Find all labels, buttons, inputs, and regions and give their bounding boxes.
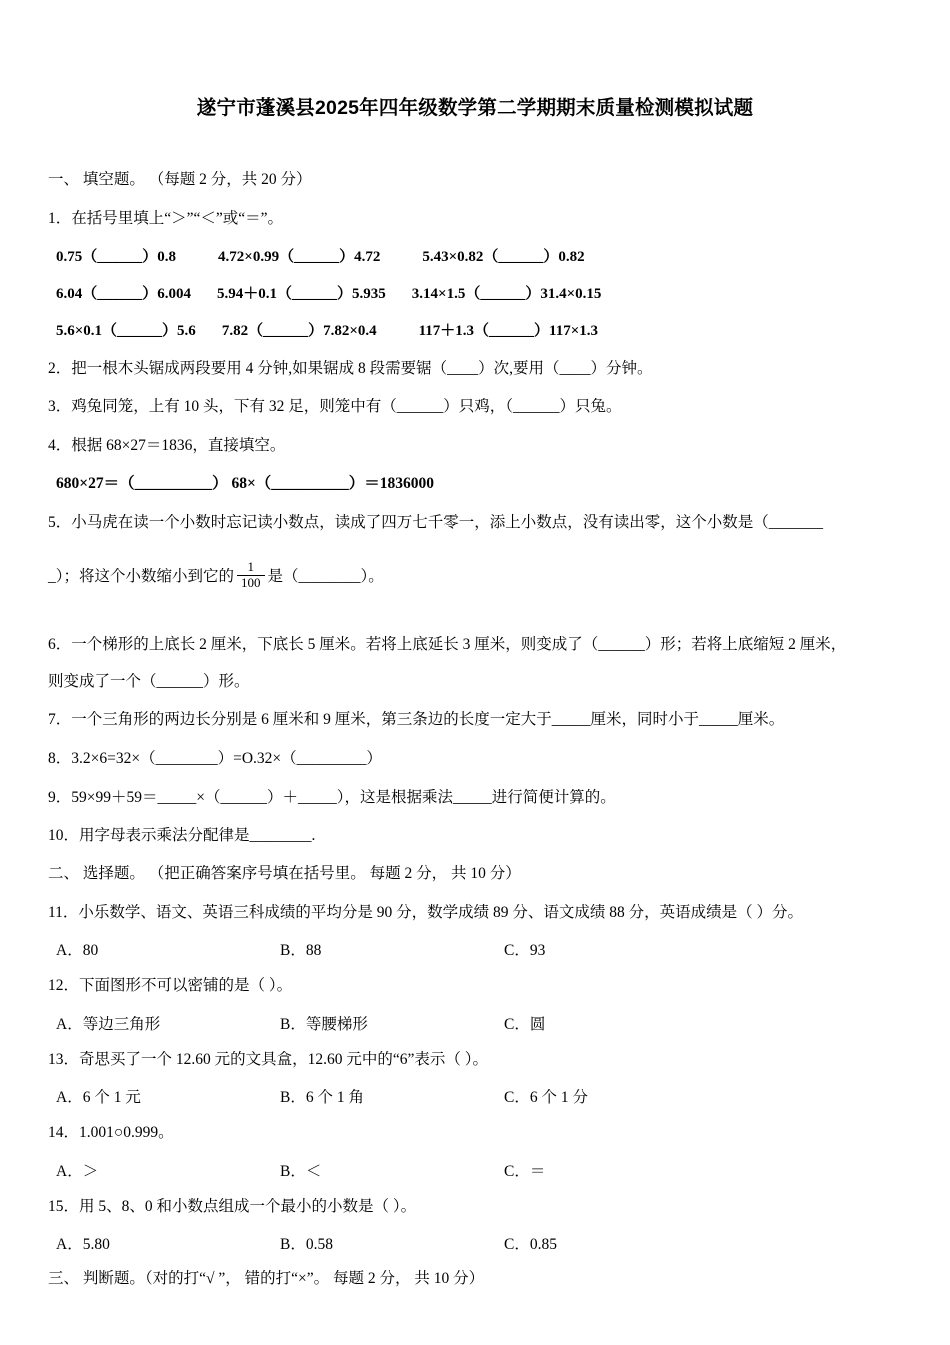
option-a[interactable]: A．6 个 1 元	[56, 1089, 141, 1107]
question-9: 9．59×99＋59＝_____×（______）＋_____），这是根据乘法_____进行简便计算的。	[48, 788, 616, 806]
q1-cell: 117＋1.3（______）117×1.3	[418, 322, 599, 339]
option-c[interactable]: C．6 个 1 分	[504, 1089, 588, 1107]
question-2: 2．把一根木头锯成两段要用 4 分钟,如果锯成 8 段需要锯（____）次,要用（____）分钟。	[48, 359, 653, 377]
option-b[interactable]: B．88	[280, 942, 322, 960]
option-c[interactable]: C．＝	[504, 1162, 546, 1180]
option-c[interactable]: C．93	[504, 942, 546, 960]
question-12-options	[48, 1012, 902, 1034]
page-title: 遂宁市蓬溪县2025年四年级数学第二学期期末质量检测模拟试题	[196, 97, 754, 119]
question-14-options	[48, 1159, 902, 1181]
q1-cell: 4.72×0.99（______）4.72	[218, 248, 381, 265]
question-1-row-3	[48, 319, 902, 340]
q1-cell: 6.04（______）6.004	[56, 285, 192, 302]
question-1-row-2	[48, 282, 902, 303]
option-a[interactable]: A．等边三角形	[56, 1015, 161, 1033]
question-5-line-1: 5．小马虎在读一个小数时忘记读小数点，读成了四万七千零一，添上小数点，没有读出零，这个小数是（_______	[48, 513, 824, 531]
q1-cell: 7.82（______）7.82×0.4	[221, 322, 377, 339]
question-14: 14．1.001○0.999。	[48, 1124, 174, 1142]
fraction-numerator: 1	[247, 559, 255, 575]
q1-cell: 5.6×0.1（______）5.6	[56, 322, 196, 339]
q1-cell: 3.14×1.5（______）31.4×0.15	[411, 285, 602, 302]
question-1: 1．在括号里填上“＞”“＜”或“＝”。	[48, 210, 284, 228]
fraction-denominator: 100	[237, 575, 265, 591]
question-6-line-1: 6．一个梯形的上底长 2 厘米，下底长 5 厘米。若将上底延长 3 厘米，则变成了（______）形；若将上底缩短 2 厘米，	[48, 636, 847, 654]
question-4: 4．根据 68×27＝1836，直接填空。	[48, 436, 286, 454]
fraction-one-hundredth	[237, 560, 265, 591]
option-a[interactable]: A．＞	[56, 1162, 99, 1180]
option-b[interactable]: B．6 个 1 角	[280, 1089, 364, 1107]
option-c[interactable]: C．圆	[504, 1015, 546, 1033]
section-heading-choice: 二、 选择题。 （把正确答案序号填在括号里。 每题 2 分， 共 10 分）	[48, 864, 521, 882]
question-15-options	[48, 1232, 902, 1254]
option-b[interactable]: B．等腰梯形	[280, 1015, 368, 1033]
question-5-line-2	[48, 559, 902, 593]
q1-cell: 5.94＋0.1（______）5.935	[217, 285, 386, 302]
question-3: 3．鸡兔同笼，上有 10 头，下有 32 足，则笼中有（______）只鸡，（______）只兔。	[48, 398, 622, 416]
option-c[interactable]: C．0.85	[504, 1236, 557, 1254]
question-15: 15．用 5、8、0 和小数点组成一个最小的小数是（ ）。	[48, 1197, 417, 1215]
question-4-line: 680×27＝（__________） 68×（__________）＝1836000	[56, 475, 435, 493]
question-11: 11．小乐数学、语文、英语三科成绩的平均分是 90 分，数学成绩 89 分、语文成绩 88 分，英语成绩是（ ）分。	[48, 903, 804, 921]
question-13: 13．奇思买了一个 12.60 元的文具盒，12.60 元中的“6”表示（ ）。	[48, 1050, 489, 1068]
q1-cell: 5.43×0.82（______）0.82	[422, 248, 585, 265]
q1-cell: 0.75（______）0.8	[56, 248, 177, 265]
question-6-line-2: 则变成了一个（______）形。	[48, 672, 250, 690]
question-5-prefix: _）；将这个小数缩小到它的	[48, 568, 235, 586]
question-12: 12．下面图形不可以密铺的是（ ）。	[48, 977, 293, 995]
option-a[interactable]: A．5.80	[56, 1236, 110, 1254]
question-11-options	[48, 938, 902, 960]
question-10: 10．用字母表示乘法分配律是________.	[48, 827, 316, 845]
option-a[interactable]: A．80	[56, 942, 99, 960]
question-13-options	[48, 1085, 902, 1107]
option-b[interactable]: B．0.58	[280, 1236, 333, 1254]
section-heading-judge: 三、 判断题。（对的打“√ ”， 错的打“×”。 每题 2 分， 共 10 分）	[48, 1270, 485, 1288]
question-8: 8．3.2×6=32×（________）=O.32×（_________）	[48, 750, 382, 768]
question-7: 7．一个三角形的两边长分别是 6 厘米和 9 厘米，第三条边的长度一定大于_____厘米，同时小于_____厘米。	[48, 711, 785, 729]
section-heading-fill: 一、 填空题。 （每题 2 分，共 20 分）	[48, 171, 312, 189]
question-1-row-1	[48, 245, 902, 266]
question-5-suffix: 是（________）。	[267, 568, 384, 586]
option-b[interactable]: B．＜	[280, 1162, 322, 1180]
